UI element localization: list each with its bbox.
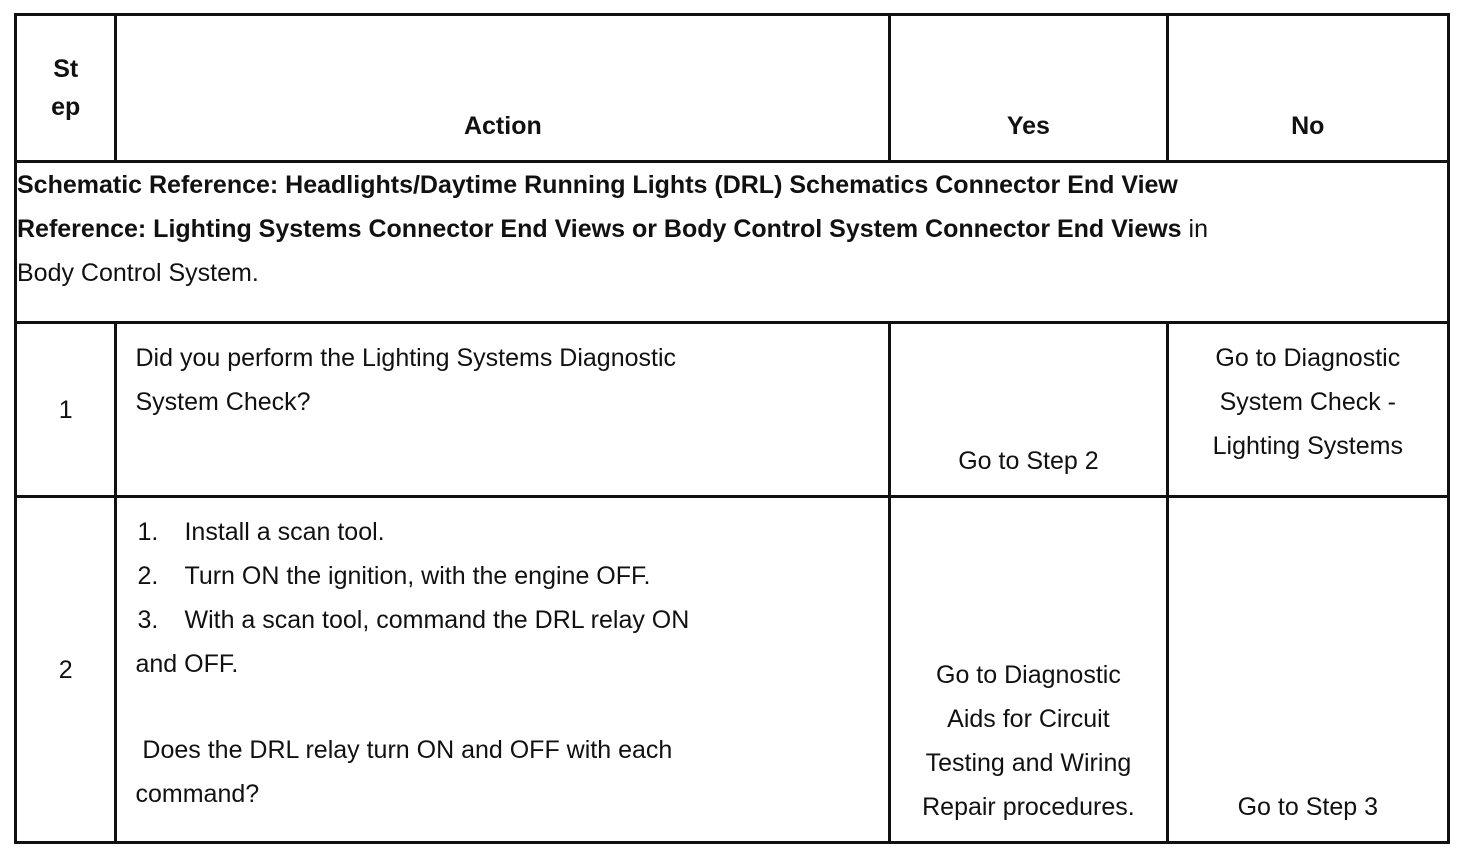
header-yes: Yes [890, 15, 1167, 162]
step-number: 1 [16, 323, 116, 497]
action-list-item [135, 510, 888, 554]
action-line: Did you perform the Lighting Systems Diagnostic [135, 344, 677, 372]
yes-result-line: Aids for Circuit [947, 705, 1110, 733]
action-cell [116, 323, 890, 497]
header-row [16, 15, 1449, 162]
question-line: command? [135, 780, 260, 808]
reference-row [16, 162, 1449, 323]
list-item-number: 2. [137, 562, 159, 590]
no-result [1167, 323, 1448, 497]
action-cell [116, 497, 890, 843]
yes-result: Go to Step 2 [890, 323, 1167, 497]
list-item-text: Install a scan tool. [184, 518, 385, 546]
connector-reference-text: Reference: Lighting Systems Connector End Views or Body Control System Connector End Views [17, 215, 1182, 243]
header-action: Action [116, 15, 890, 162]
list-item-number: 1. [137, 518, 159, 546]
no-result: Go to Step 3 [1167, 497, 1448, 843]
table-row [16, 497, 1449, 843]
yes-result-line: Repair procedures. [922, 793, 1135, 821]
list-item-text: Turn ON the ignition, with the engine OFF. [184, 562, 651, 590]
yes-result-line: Testing and Wiring [925, 749, 1132, 777]
header-step [16, 15, 116, 162]
action-list-item [135, 554, 888, 598]
list-item-text: With a scan tool, command the DRL relay ON [184, 606, 690, 634]
action-line: System Check? [135, 388, 311, 416]
list-item-number: 3. [137, 606, 159, 634]
header-step-line1: St [53, 55, 79, 83]
reference-cell [16, 162, 1449, 323]
schematic-reference-text: Schematic Reference: Headlights/Daytime Running Lights (DRL) Schematics Connector End View [17, 171, 1178, 199]
no-result-line: Lighting Systems [1212, 432, 1403, 460]
header-step-line2: ep [51, 93, 81, 121]
step-number: 2 [16, 497, 116, 843]
question-line: Does the DRL relay turn ON and OFF with each [135, 736, 673, 764]
no-result-line: Go to Diagnostic [1215, 344, 1401, 372]
diagnostic-table [14, 13, 1450, 844]
spacer [135, 686, 888, 728]
yes-result-line: Go to Diagnostic [936, 661, 1121, 689]
header-no: No [1167, 15, 1448, 162]
no-result-line: System Check - [1219, 388, 1397, 416]
table-row [16, 323, 1449, 497]
body-control-system-text: Body Control System. [17, 259, 259, 287]
action-continuation: and OFF. [135, 650, 239, 678]
connector-reference-suffix: in [1181, 215, 1208, 243]
action-list-item [135, 598, 888, 642]
yes-result [890, 497, 1167, 843]
diagnostic-table-container [14, 13, 1450, 830]
